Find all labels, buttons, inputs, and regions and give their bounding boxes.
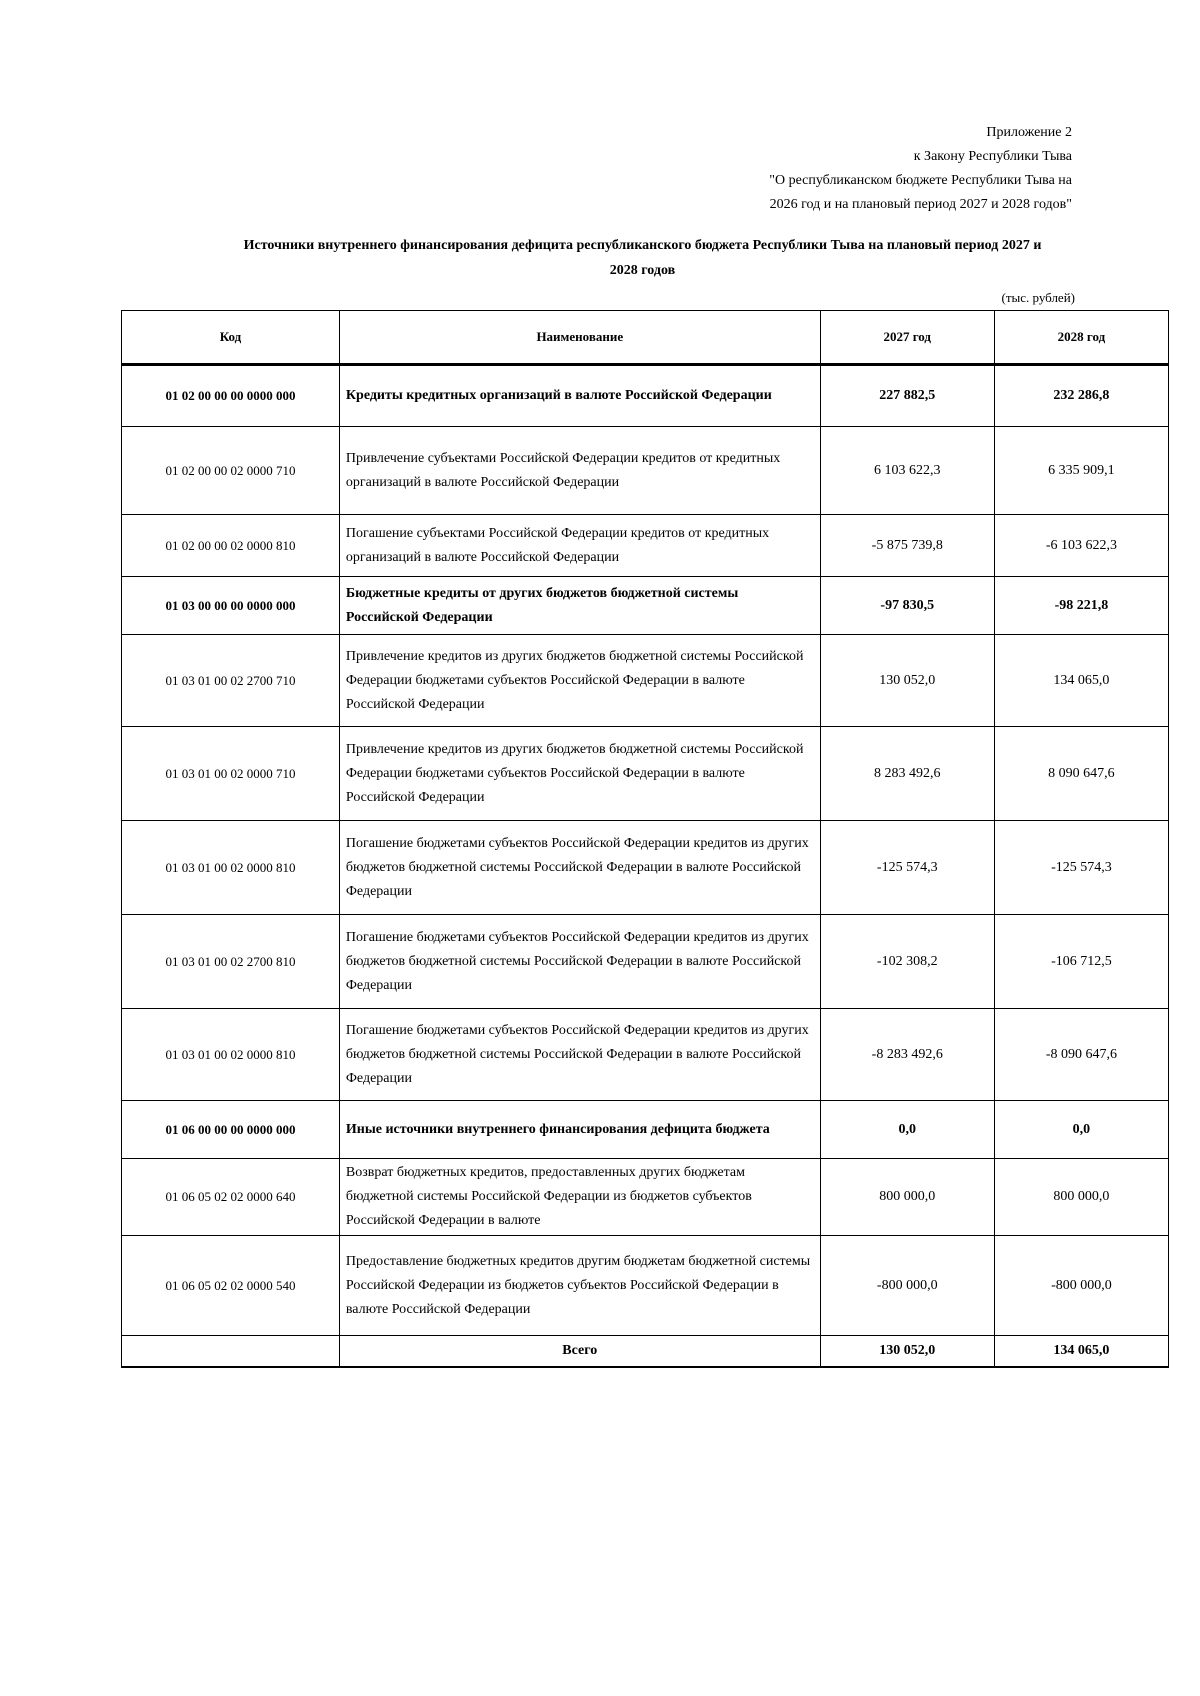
total-code-empty	[122, 1336, 340, 1368]
row-2027: -97 830,5	[820, 577, 994, 635]
total-label: Всего	[339, 1336, 820, 1368]
row-code: 01 03 01 00 02 2700 810	[122, 915, 340, 1009]
row-code: 01 06 00 00 00 0000 000	[122, 1101, 340, 1159]
row-2028: 800 000,0	[994, 1159, 1168, 1236]
row-2028: 134 065,0	[994, 635, 1168, 727]
row-2027: 6 103 622,3	[820, 427, 994, 515]
total-2027: 130 052,0	[820, 1336, 994, 1368]
table-row	[122, 1101, 1169, 1159]
row-code: 01 03 01 00 02 0000 810	[122, 1009, 340, 1101]
table-row	[122, 915, 1169, 1009]
row-code: 01 06 05 02 02 0000 540	[122, 1236, 340, 1336]
appendix-line: "О республиканском бюджете Республики Тыва на	[769, 173, 1072, 188]
row-2027: -800 000,0	[820, 1236, 994, 1336]
title-line: Источники внутреннего финансирования дефицита республиканского бюджета Республики Тыва на плановый период 2027 и	[243, 238, 1042, 253]
table-row	[122, 1009, 1169, 1101]
appendix-line: 2026 год и на плановый период 2027 и 2028 годов"	[769, 197, 1072, 212]
row-2027: 800 000,0	[820, 1159, 994, 1236]
row-name: Предоставление бюджетных кредитов другим бюджетам бюджетной системы Российской Федерации из бюджетов субъектов Российской Федерации в валюте Российской Федерации	[339, 1236, 820, 1336]
row-2028: -800 000,0	[994, 1236, 1168, 1336]
row-2028: -8 090 647,6	[994, 1009, 1168, 1101]
row-name: Кредиты кредитных организаций в валюте Российской Федерации	[339, 365, 820, 427]
row-2028: 0,0	[994, 1101, 1168, 1159]
row-code: 01 02 00 00 02 0000 710	[122, 427, 340, 515]
document-title	[120, 233, 1165, 283]
row-2027: 130 052,0	[820, 635, 994, 727]
units-label: (тыс. рублей)	[1001, 290, 1075, 305]
total-row	[122, 1336, 1169, 1368]
table-row	[122, 635, 1169, 727]
row-name: Возврат бюджетных кредитов, предоставленных других бюджетам бюджетной системы Российской Федерации из бюджетов субъектов Российской Федерации в валюте	[339, 1159, 820, 1236]
table-row	[122, 577, 1169, 635]
row-name: Привлечение субъектами Российской Федерации кредитов от кредитных организаций в валюте Российской Федерации	[339, 427, 820, 515]
row-2028: -125 574,3	[994, 821, 1168, 915]
row-2027: 227 882,5	[820, 365, 994, 427]
row-name: Привлечение кредитов из других бюджетов бюджетной системы Российской Федерации бюджетами субъектов Российской Федерации в валюте Российской Федерации	[339, 635, 820, 727]
row-2027: -102 308,2	[820, 915, 994, 1009]
table-row	[122, 427, 1169, 515]
appendix-line: Приложение 2	[986, 125, 1072, 140]
appendix-line: к Закону Республики Тыва	[913, 149, 1072, 164]
header-name: Наименование	[339, 311, 820, 365]
header-code: Код	[122, 311, 340, 365]
total-2028: 134 065,0	[994, 1336, 1168, 1368]
row-code: 01 06 05 02 02 0000 640	[122, 1159, 340, 1236]
row-name: Погашение субъектами Российской Федерации кредитов от кредитных организаций в валюте Российской Федерации	[339, 515, 820, 577]
row-2027: -5 875 739,8	[820, 515, 994, 577]
row-2028: 8 090 647,6	[994, 727, 1168, 821]
row-code: 01 03 00 00 00 0000 000	[122, 577, 340, 635]
table-row	[122, 821, 1169, 915]
table-row	[122, 727, 1169, 821]
row-name: Погашение бюджетами субъектов Российской Федерации кредитов из других бюджетов бюджетной системы Российской Федерации в валюте Российской Федерации	[339, 821, 820, 915]
row-2028: -106 712,5	[994, 915, 1168, 1009]
table-header-row	[122, 311, 1169, 365]
row-name: Иные источники внутреннего финансирования дефицита бюджета	[339, 1101, 820, 1159]
row-2027: 0,0	[820, 1101, 994, 1159]
row-name: Бюджетные кредиты от других бюджетов бюджетной системы Российской Федерации	[339, 577, 820, 635]
table-row	[122, 365, 1169, 427]
row-code: 01 02 00 00 00 0000 000	[122, 365, 340, 427]
row-name: Привлечение кредитов из других бюджетов бюджетной системы Российской Федерации бюджетами субъектов Российской Федерации в валюте Российской Федерации	[339, 727, 820, 821]
row-name: Погашение бюджетами субъектов Российской Федерации кредитов из других бюджетов бюджетной системы Российской Федерации в валюте Российской Федерации	[339, 915, 820, 1009]
appendix-block	[652, 121, 1072, 217]
row-2027: -125 574,3	[820, 821, 994, 915]
row-code: 01 03 01 00 02 2700 710	[122, 635, 340, 727]
header-2027: 2027 год	[820, 311, 994, 365]
table-row	[122, 515, 1169, 577]
financing-table	[121, 310, 1169, 1368]
table-row	[122, 1159, 1169, 1236]
header-2028: 2028 год	[994, 311, 1168, 365]
row-2028: 6 335 909,1	[994, 427, 1168, 515]
row-2028: -98 221,8	[994, 577, 1168, 635]
row-code: 01 03 01 00 02 0000 810	[122, 821, 340, 915]
row-2028: -6 103 622,3	[994, 515, 1168, 577]
row-2028: 232 286,8	[994, 365, 1168, 427]
row-code: 01 02 00 00 02 0000 810	[122, 515, 340, 577]
title-line: 2028 годов	[609, 263, 676, 278]
row-name: Погашение бюджетами субъектов Российской Федерации кредитов из других бюджетов бюджетной системы Российской Федерации в валюте Российской Федерации	[339, 1009, 820, 1101]
table-row	[122, 1236, 1169, 1336]
row-2027: -8 283 492,6	[820, 1009, 994, 1101]
row-code: 01 03 01 00 02 0000 710	[122, 727, 340, 821]
row-2027: 8 283 492,6	[820, 727, 994, 821]
